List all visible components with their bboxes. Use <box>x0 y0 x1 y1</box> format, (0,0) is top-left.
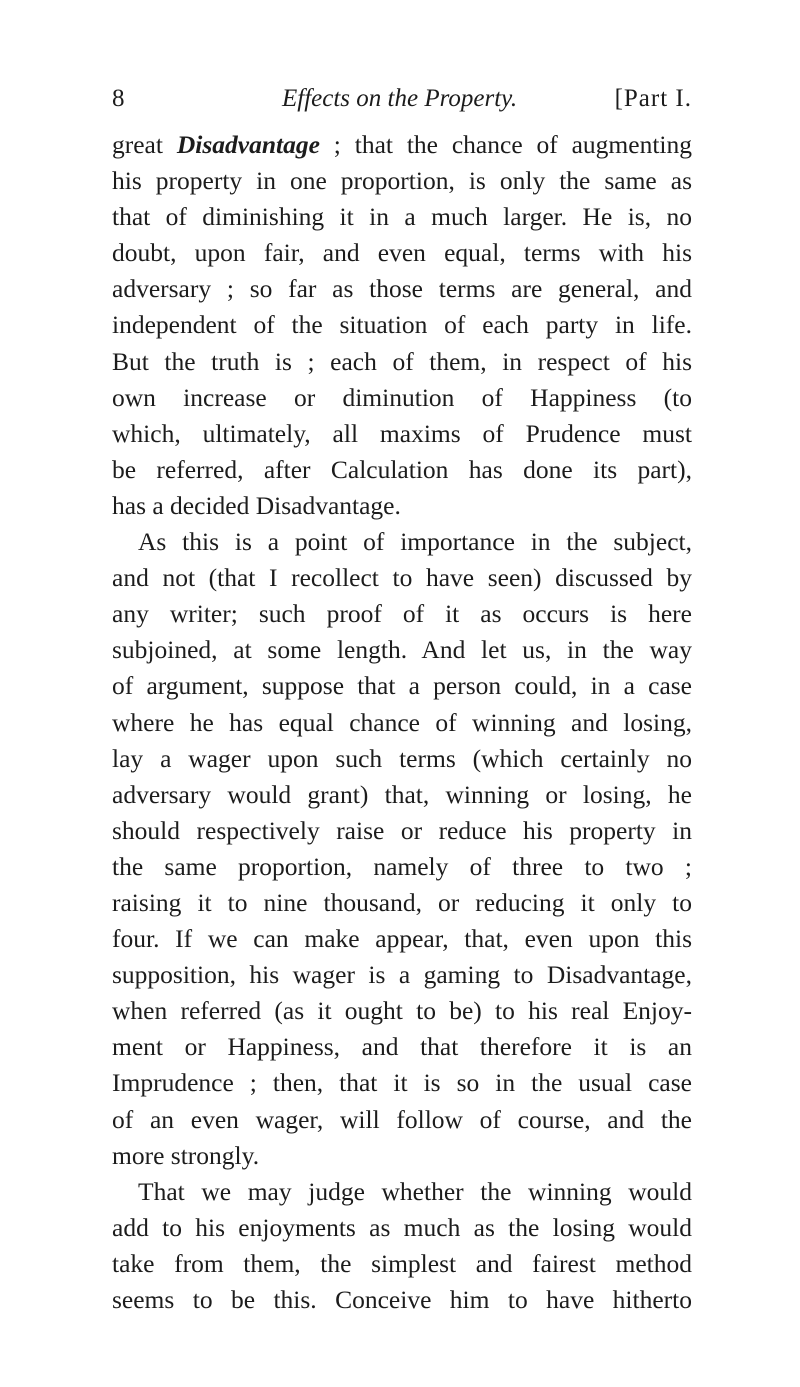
paragraph-1 <box>112 127 692 524</box>
text-line: more strongly. <box>112 1140 260 1170</box>
text-line: raising it to nine thousand, or reducing it only to <box>112 887 692 917</box>
text-line: doubt, upon fair, and even equal, terms with his <box>112 238 692 268</box>
text-line: where he has equal chance of winning and losing, <box>112 707 692 737</box>
running-title: Effects on the Property. <box>282 85 518 112</box>
text-line: which, ultimately, all maxims of Prudence must <box>112 418 692 448</box>
page-number: 8 <box>112 85 125 112</box>
text-line: supposition, his wager is a gaming to Disadvantage, <box>112 960 692 990</box>
text-line <box>112 127 692 163</box>
part-label: [Part I. <box>614 85 692 112</box>
paragraph-2 <box>112 524 692 1174</box>
text-fragment: great <box>112 130 177 159</box>
text-line: add to his enjoyments as much as the losing would <box>112 1212 692 1242</box>
text-line: adversary would grant) that, winning or losing, he <box>112 779 692 809</box>
text-line: subjoined, at some length. And let us, in the way <box>112 635 692 665</box>
text-line: of an even wager, will follow of course, and the <box>112 1104 692 1134</box>
text-line: take from them, the simplest and fairest method <box>112 1248 692 1278</box>
text-line: the same proportion, namely of three to two ; <box>112 851 692 881</box>
text-line: lay a wager upon such terms (which certainly no <box>112 743 692 773</box>
text-line: when referred (as it ought to be) to his real Enjoy- <box>112 996 692 1026</box>
text-line: As this is a point of importance in the subject, <box>138 527 692 557</box>
text-line: ment or Happiness, and that therefore it is an <box>112 1032 692 1062</box>
text-line: four. If we can make appear, that, even upon this <box>112 924 692 954</box>
text-line: That we may judge whether the winning would <box>138 1176 692 1206</box>
text-line: and not (that I recollect to have seen) discussed by <box>112 563 692 593</box>
text-line: But the truth is ; each of them, in respect of his <box>112 346 692 376</box>
text-line: should respectively raise or reduce his property in <box>112 815 692 845</box>
text-line: Imprudence ; then, that it is so in the usual case <box>112 1068 692 1098</box>
text-line: be referred, after Calculation has done its part), <box>112 454 692 484</box>
paragraph-3 <box>112 1174 692 1318</box>
body-text <box>112 127 692 1318</box>
text-line: adversary ; so far as those terms are general, and <box>112 274 692 304</box>
text-line: of argument, suppose that a person could, in a case <box>112 671 692 701</box>
text-line: any writer; such proof of it as occurs is here <box>112 599 692 629</box>
text-line: seems to be this. Conceive him to have hitherto <box>112 1285 692 1314</box>
page-header <box>112 84 692 114</box>
text-line: has a decided Disadvantage. <box>112 490 401 520</box>
text-line: his property in one proportion, is only the same as <box>112 166 692 196</box>
text-line: that of diminishing it in a much larger. He is, no <box>112 202 692 232</box>
text-line: independent of the situation of each party in life. <box>112 310 692 340</box>
emphasis-text: Disadvantage <box>176 130 320 159</box>
text-line: own increase or diminution of Happiness (to <box>112 382 692 412</box>
text-fragment: ; that the chance of augmenting <box>319 130 692 159</box>
